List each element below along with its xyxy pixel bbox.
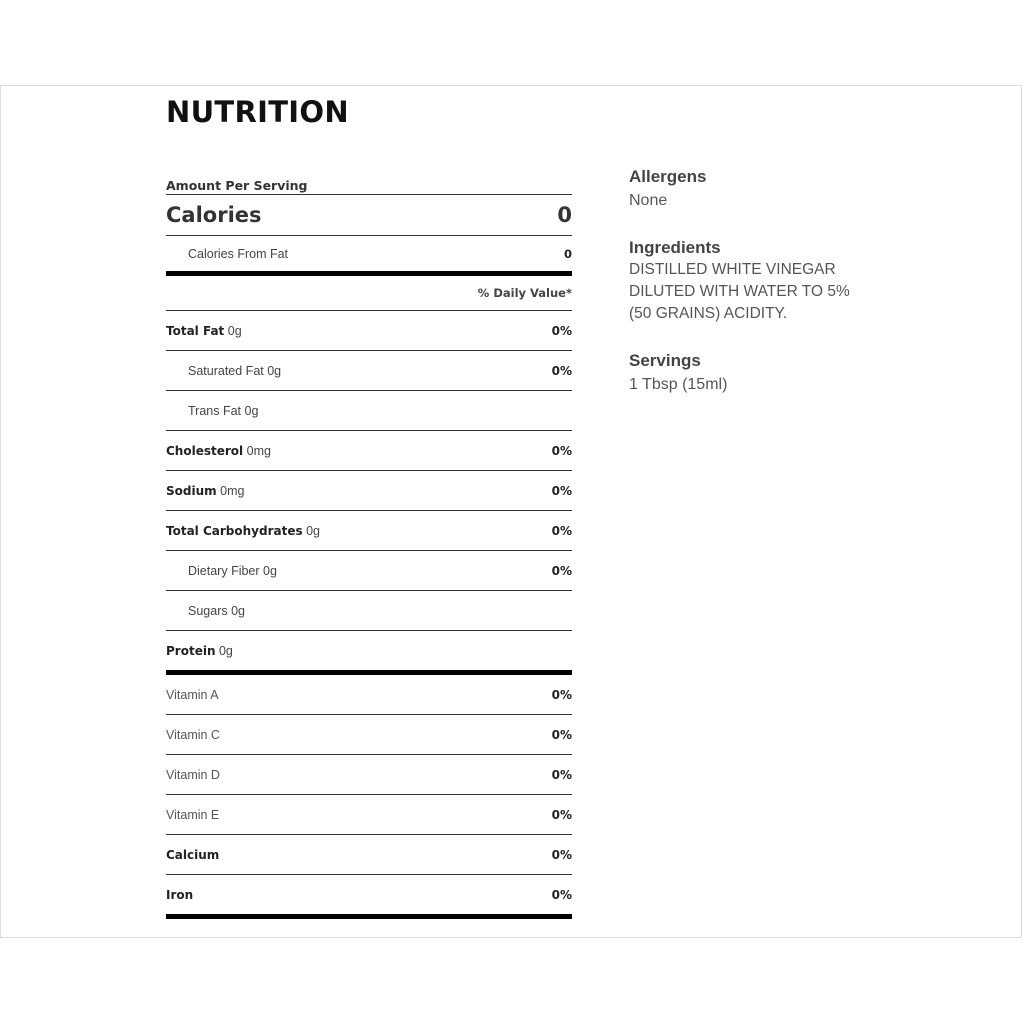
ingredients-line: DILUTED WITH WATER TO 5% [629,283,850,300]
calories-from-fat-label: Calories From Fat [188,246,289,261]
nutrient-label: Sodium 0mg [166,483,245,498]
nutrient-row-trans-fat [166,391,572,431]
nutrient-label: Total Fat 0g [166,323,242,338]
ingredients-section [629,237,929,325]
vitamin-dv: 0% [551,807,572,822]
vitamin-dv: 0% [551,687,572,702]
allergens-section [629,166,929,212]
nutrient-label: Protein 0g [166,643,233,658]
calories-from-fat-row [166,235,572,271]
ingredients-line: DISTILLED WHITE VINEGAR [629,261,836,278]
nutrient-dv: 0% [551,563,572,578]
calories-value: 0 [557,203,572,227]
vitamin-label: Vitamin D [166,767,220,782]
calories-from-fat-value: 0 [563,246,572,261]
vitamin-dv: 0% [551,727,572,742]
vitamin-row-d [166,755,572,795]
nutrient-label: Cholesterol 0mg [166,443,271,458]
nutrient-label: Dietary Fiber 0g [188,563,277,578]
vitamin-row-e [166,795,572,835]
nutrient-row-protein [166,631,572,670]
nutrient-row-sugars [166,591,572,631]
nutrient-label: Total Carbohydrates 0g [166,523,320,538]
nutrient-dv: 0% [551,443,572,458]
nutrient-dv: 0% [551,483,572,498]
calories-label: Calories [166,203,262,227]
nutrient-row-dietary-fiber [166,551,572,591]
vitamin-row-c [166,715,572,755]
product-info-sidebar [629,166,929,421]
nutrient-label: Trans Fat 0g [188,403,259,418]
allergens-heading: Allergens [629,167,707,186]
servings-section [629,350,929,396]
nutrient-row-total-carbohydrates [166,511,572,551]
mineral-row-calcium [166,835,572,875]
mineral-row-iron [166,875,572,914]
nutrient-label: Sugars 0g [188,603,245,618]
vitamin-row-a [166,675,572,715]
daily-value-header [166,276,572,311]
vitamin-label: Vitamin C [166,727,220,742]
nutrient-row-total-fat [166,311,572,351]
daily-value-header-label: % Daily Value* [477,286,572,300]
vitamin-label: Vitamin E [166,807,220,822]
nutrient-row-sodium [166,471,572,511]
mineral-label: Calcium [166,847,220,862]
nutrient-dv: 0% [551,363,572,378]
allergens-value: None [629,192,668,209]
vitamin-dv: 0% [551,767,572,782]
calories-row [166,194,572,235]
mineral-dv: 0% [551,887,572,902]
amount-per-serving-label: Amount Per Serving [166,178,308,193]
nutrition-facts-panel [166,178,572,919]
nutrient-label: Saturated Fat 0g [188,363,282,378]
bottom-thick-divider [166,914,572,919]
servings-heading: Servings [629,351,701,370]
servings-value: 1 Tbsp (15ml) [629,376,728,393]
page-title: NUTRITION [166,95,349,129]
ingredients-heading: Ingredients [629,238,721,257]
mineral-dv: 0% [551,847,572,862]
nutrient-row-saturated-fat [166,351,572,391]
nutrient-dv: 0% [551,523,572,538]
vitamin-label: Vitamin A [166,687,219,702]
ingredients-line: (50 GRAINS) ACIDITY. [629,305,788,322]
nutrient-row-cholesterol [166,431,572,471]
mineral-label: Iron [166,887,194,902]
nutrient-dv: 0% [551,323,572,338]
